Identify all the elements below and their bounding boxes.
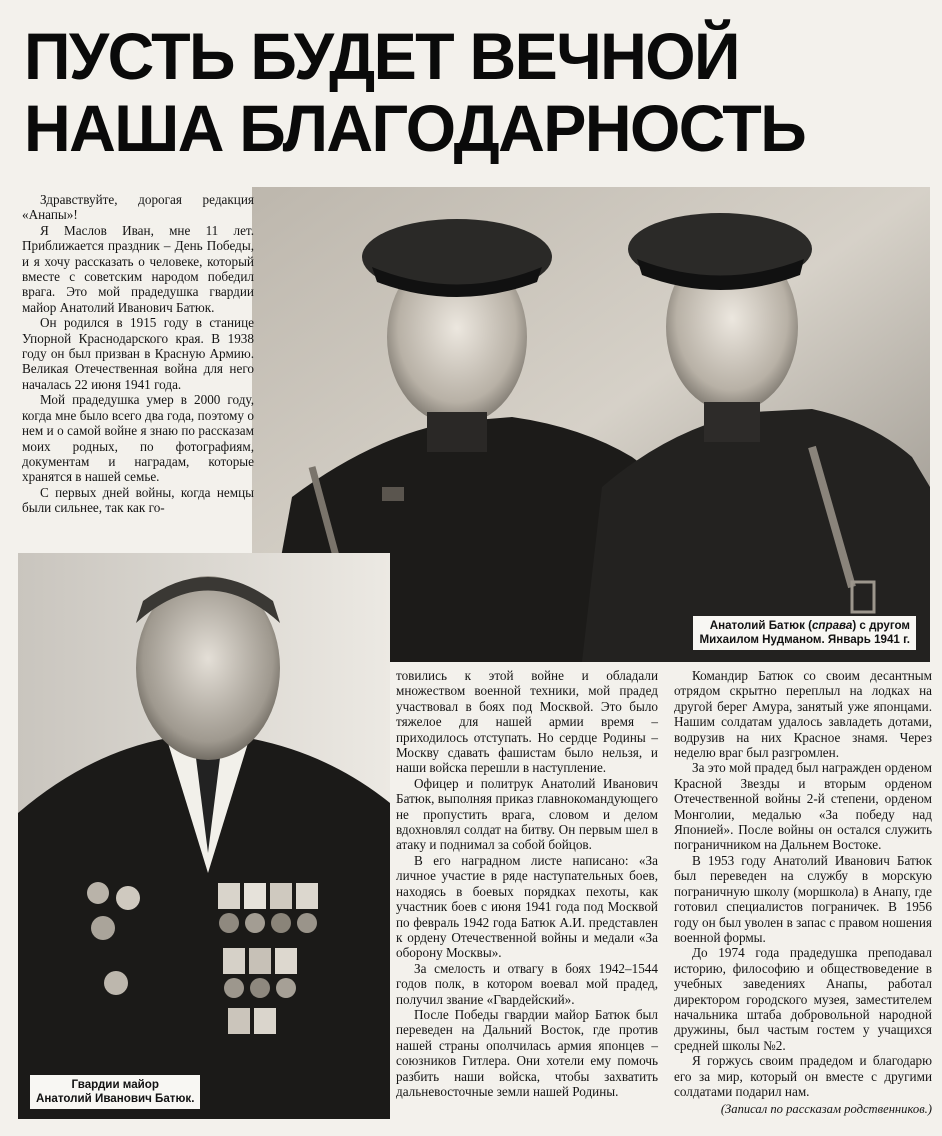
caption-text-start: Анатолий Батюк ( [709,619,812,632]
headline [24,20,929,164]
article-paragraph: После Победы гвардии майор Батюк был переведен на Дальний Восток, где против нашей страны ополчилась армия японцев – союзников Гитлера. Они хотели ему помочь разбить наши войска, чтобы захватить дальневосточные земли нашей Родины. [396,1006,658,1099]
caption-text-end: ) с другом [852,619,910,632]
article-paragraph: До 1974 года прадедушка преподавал историю, философию и обществоведение в учебных заведениях Анапы, работал директором городского музея, заместителем начальника штаба добровольной народной дружины, был частым гостем у учащихся средней школы №2. [674,945,932,1053]
article-paragraph: Командир Батюк со своим десантным отрядом скрытно переплыл на лодках на другой берег Амура, занятый уже японцами. Нашим солдатам удалось завладеть дотами, водрузив на них Красное знамя. Через неделю враг был разгромлен. [674,668,932,761]
article-paragraph: За смелость и отвагу в боях 1942–1544 годов полк, в котором воевал мой прадед, получил звание «Гвардейский». [396,960,658,1007]
headline-line-2: НАША БЛАГОДАРНОСТЬ [24,91,806,165]
article-column-3 [674,668,932,1118]
article-paragraph: Офицер и политрук Анатолий Иванович Батюк, выполняя приказ главнокомандующего не пропустить врага, словом и делом вдохновлял солдат на битву. Он первым шел в атаку и поднимал за собой бойцов. [396,775,658,853]
article-paragraph: В его наградном листе написано: «За личное участие в ряде наступательных боев, находясь в боевых порядках пехоты, как участник боев с июня 1941 года под Москвой по февраль 1942 года Батюк А.И. представлен к ордену Отечественной войны и медали «За оборону Москвы». [396,852,658,961]
article-signoff: (Записал по рассказам родственников.) [720,1102,932,1117]
photo-caption-two-soldiers [693,616,916,650]
photo-portrait-major [18,553,390,1119]
article-paragraph: товились к этой войне и обладали множеством военной техники, мой прадед участвовал в боях под Москвой. Это было тяжелое для нашей армии время – приходилось отступать. Но сердце Родины – Москву сдавать фашистам было нельзя, и наши войска перешли в наступление. [396,668,658,776]
article-paragraph: Я горжусь своим прадедом и благодарю его за мир, который он вместе с другими солдатами подарил нам. [674,1053,932,1099]
portrait-caption-line1: Гвардии майор [71,1078,159,1091]
photo-caption-portrait [30,1075,200,1109]
article-paragraph: Мой прадедушка умер в 2000 году, когда мне было всего два года, поэтому о нем и о самой войне я знаю по рассказам моих родных, по фотографиям, документам и наградам, которые хранятся в нашей семье. [22,392,254,485]
article-paragraph: Он родился в 1915 году в станице Упорной Краснодарского края. В 1938 году он был призван в Красную Армию. Великая Отечественная война для него началась 22 июня 1941 года. [22,315,254,392]
article-column-1 [22,192,254,516]
headline-line-1: ПУСТЬ БУДЕТ ВЕЧНОЙ [24,19,739,93]
caption-text-line2: Михаилом Нудманом. Январь 1941 г. [699,633,910,646]
article-paragraph: Я Маслов Иван, мне 11 лет. Приближается праздник – День Победы, и я хочу рассказать о человеке, который вместе с советским народом победил врага. Это мой прадедушка гвардии майор Анатолий Иванович Батюк. [22,222,254,315]
portrait-caption-line2: Анатолий Иванович Батюк. [36,1092,195,1105]
article-paragraph: Здравствуйте, дорогая редакция «Анапы»! [22,192,254,223]
article-paragraph: С первых дней войны, когда немцы были сильнее, так как го- [22,484,254,516]
article-paragraph: За это мой прадед был награжден орденом Красной Звезды и вторым орденом Отечественной войны 2-й степени, орденом Монголии, медалью «За победу над Японией». После войны он остался служить пограничником на Дальнем Востоке. [674,760,932,853]
portrait-image [18,553,390,1119]
caption-text-italic: справа [811,619,853,632]
article-column-2 [396,668,658,1099]
article-paragraph: В 1953 году Анатолий Иванович Батюк был переведен на службу в морскую пограничную школу (моршкола) в Анапу, где готовил специалистов пограничек. В 1956 году он был уволен в запас с правом ношения военной формы. [674,852,932,945]
